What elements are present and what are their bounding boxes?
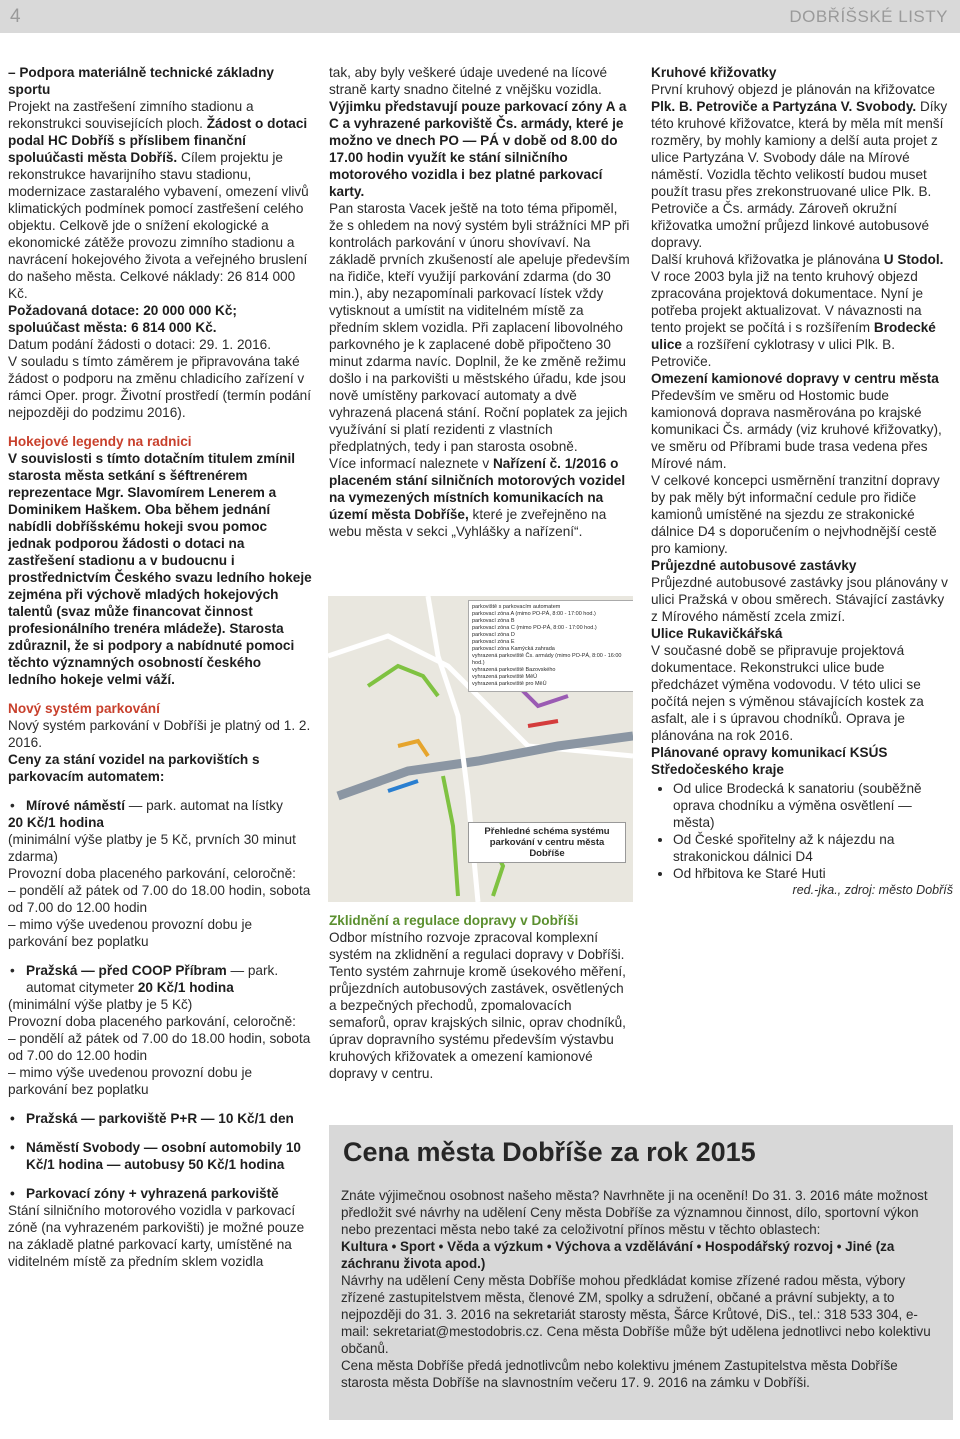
signature: red.-jka., zdroj: město Dobříš — [792, 883, 953, 897]
newspaper-title: DOBŘÍŠSKÉ LISTY — [789, 7, 948, 26]
section-heading-parking: Nový systém parkování — [8, 701, 160, 716]
paragraph: Provozní doba placeného parkování, celoročně: — [8, 866, 296, 881]
award-box — [329, 1125, 953, 1420]
page-number: 4 — [10, 6, 21, 27]
paragraph: Pan starosta Vacek ještě na toto téma připoměl, že s ohledem na nový systém byli strážníci MP při kontrolách parkování v únoru shovívaví. Na základě prvních zkušeností ale apeluje především na řidiče, kteří využijí parkování zdarma (do 30 min.), aby nezapomínali parkovací lístek vždy vytisknout a umístit na viditelném místě za předním sklem vozidla. Při zaplacení libovolného parkovného je k zaplacené době připočteno 30 minut zdarma navíc. Doplnil, že ke změně režimu došlo i na parkovišti u městského úřadu, kde jsou nově umístěny parkovací automaty a dvě vyhrazená placená stání. Roční poplatek za jejich využívání si platí rezidenti z vlastních předplatných, tedy i pan starosta osobně. — [329, 201, 630, 454]
section-heading-traffic: Zklidnění a regulace dopravy v Dobříši — [329, 913, 579, 928]
paragraph: Více informací naleznete v Nařízení č. 1/2016 o placeném stání silničních motorových vozidel na vymezených místních komunikacích na území města Dobříše, které je zveřejněno na webu města v sekci „Vyhlášky a nařízení“. — [329, 456, 626, 539]
section-heading-roundabouts: Kruhové křižovatky — [651, 65, 777, 80]
list-item: • Od hřbitova ke Staré Huti — [673, 865, 953, 882]
paragraph: Ceny za stání vozidel na parkovištích s parkovacím automatem: — [8, 752, 260, 784]
legend-item: vyhrazená parkoviště Čs. armády (mimo PO-PÁ, 8:00 - 16:00 hod.) — [472, 653, 622, 666]
paragraph: (minimální výše platby je 5 Kč) — [8, 997, 193, 1012]
paragraph: Znáte výjimečnou osobnost našeho města? Navrhněte ji na ocenění! Do 31. 3. 2016 máte možnost předložit své návrhy na udělení Ceny města Dobříše za významnou činnost, dílo, sportovní výkon nebo prezentaci města nebo také za celoživotní přínos městu v těchto oblastech: — [341, 1188, 928, 1237]
column-2 — [329, 64, 631, 540]
paragraph: V souvislosti s tímto dotačním titulem zmínil starosta města setkání s šéftrenérem reprezentace Mgr. Slavomírem Lenerem a Dominikem Haškem. Oba během jednání nabídli dobříšskému hokeji svou pomoc jednak podporou žádosti o dotaci na zastřešení stadionu a v budoucnu i prostřednictvím Českého svazu ledního hokeje zejména při výchově mladých hokejových talentů (svaz může financovat činnost profesionálního trenéra mládeže). Starosta zdůraznil, že si podpory a nabídnuté pomoci těchto významných osobností českého ledního hokeje velmi váží. — [8, 451, 312, 687]
requested-grant: Požadovaná dotace: 20 000 000 Kč; spoluúčast města: 6 814 000 Kč. — [8, 303, 237, 335]
legend-item: parkovací zóna A (mimo PO-PÁ, 8:00 - 17:00 hod.) — [472, 611, 596, 617]
paragraph: Projekt na zastřešení zimního stadionu a rekonstrukci souvisejících ploch. Žádost o dotaci podal HC Dobříš s příslibem finanční spoluúčasti města Dobříš. Cílem projektu je rekonstrukce havarijního stavu stadionu, modernizace zastaralého vybavení, omezení vlivů klimatických podmínek pomocí zastřešení celého objektu. Celkově jde o snížení ekologické a ekonomické zátěže provozu zimního stadionu a navrácení hokejového života a veřejného bruslení do našeho města. Celkové náklady: 26 814 000 Kč. — [8, 99, 309, 301]
legend-item: parkovací zóna B — [472, 618, 515, 624]
map-title: Přehledné schéma systému parkování v centru města Dobříše — [468, 822, 626, 863]
award-areas: Kultura • Sport • Věda a výzkum • Výchova a vzdělávání • Hospodářský rozvoj • Jiné (za záchranu života apod.) — [341, 1239, 895, 1271]
paragraph: (minimální výše platby je 5 Kč, prvních 30 minut zdarma) — [8, 832, 296, 864]
paragraph: – mimo výše uvedenou provozní dobu je parkování bez poplatku — [8, 1065, 253, 1097]
paragraph: Průjezdné autobusové zastávky jsou plánovány v ulici Pražská v obou směrech. Stávající zastávky z Mírového náměstí zcela zmizí. — [651, 575, 948, 624]
legend-item: vyhrazená parkoviště pro MěÚ — [472, 681, 547, 687]
parking-map — [328, 596, 633, 902]
legend-item: vyhrazená parkoviště Bazovského — [472, 667, 556, 673]
section-heading-trucks: Omezení kamionové dopravy v centru města — [651, 371, 939, 386]
map-legend — [468, 600, 633, 692]
paragraph: – mimo výše uvedenou provozní dobu je parkování bez poplatku — [8, 917, 253, 949]
paragraph: Cena města Dobříše předá jednotlivcům nebo kolektivu jménem Zastupitelstva města Dobříše starosta města Dobříše na slavnostním večeru 17. 9. 2016 na zámku v Dobříši. — [341, 1358, 898, 1390]
section-heading-hockey: Hokejové legendy na radnici — [8, 434, 192, 449]
paragraph: Další kruhová křižovatka je plánována U Stodol. V roce 2003 byla již na tento kruhový objezd zpracována projektová dokumentace. Nyní je potřeba projekt aktualizovat. V návaznosti na tento projekt se počítá i s rozšířením Brodecké ulice a rozšíření cyklotrasy v ulici Plk. B. Petroviče. — [651, 252, 944, 369]
section-heading-repairs: Plánované opravy komunikací KSÚS Středočeského kraje — [651, 745, 888, 777]
paragraph: V současné době se připravuje projektová dokumentace. Rekonstrukci ulice bude předcházet výměna vodovodu. V této ulici se počítá nejen s výměnou stávajících kostek za asfalt, ale i s úpravou chodníků. Oprava je plánována na rok 2016. — [651, 643, 924, 743]
submission-date: Datum podání žádosti o dotaci: 29. 1. 2016. — [8, 337, 271, 352]
list-item: • Pražská — před COOP Příbram — park. automat citymeter 20 Kč/1 hodina — [8, 962, 312, 996]
paragraph: Návrhy na udělení Ceny města Dobříše mohou předkládat komise zřízené radou města, výbory zřízené zastupitelstvem města, členové ZM, spolky a sdružení, občané a právní subjekty, a to nejpozději do 31. 3. 2016 na sekretariát starosty města, Šárce Krůtové, DiS., tel.: 318 533 304, e-mail: sekretariat@mestodobris.cz. Cena města Dobříše může být udělena jednotlivci nebo kolektivu občanů. — [341, 1273, 931, 1356]
column-2-lower — [329, 912, 631, 1082]
paragraph: Nový systém parkování v Dobříši je platný od 1. 2. 2016. — [8, 718, 311, 750]
column-3 — [651, 64, 953, 899]
paragraph: V souladu s tímto záměrem je připravována také žádost o podporu na změnu chladicího zařízení v rámci Oper. progr. Životní prostředí (termín podání nejpozději do podzimu 2016). — [8, 354, 311, 420]
list-item: • Mírové náměstí — park. automat na lístky — [8, 797, 312, 814]
paragraph: První kruhový objezd je plánován na křižovatce Plk. B. Petroviče a Partyzána V. Svobody. Díky této kruhové křižovatce, která by měla mít menší rozměry, by mohly kamiony a delší auta projet z ulice Partyzána V. Svobody dále na Mírové náměstí. Vozidla těchto velikostí budou muset použít trasu přes zrekonstruované ulice Plk. B. Petroviče a Čs. armády. Zároveň okružní křižovatka umožní průjezd linkové autobusové dopravy. — [651, 82, 948, 250]
paragraph: V celkové koncepci usměrnění tranzitní dopravy by pak měly být informační cedule pro řidiče kamionů umístěné na sjezdu ze strakonické dálnice D4 s doporučením o nejvhodnější cestě pro kamiony. — [651, 473, 940, 556]
paragraph: Tento systém zahrnuje kromě úsekového měření, průjezdních autobusových zastávek, osvětlených a bezpečných přechodů, zpomalovacích semaforů, oprav krajských silnic, oprav chodníků, úprav dopravního systému především výstavbu kruhových křižovatek a omezení kamionové dopravy v centru. — [329, 964, 626, 1081]
column-1 — [8, 64, 312, 1270]
legend-item: parkoviště s parkovacím automatem — [472, 604, 561, 610]
paragraph: Především ve směru od Hostomic bude kamionová doprava nasměrována po krajské komunikaci Čs. armády (viz kruhové křižovatky), ve směru od Příbrami bude trasa vedena přes Mírové nám. — [651, 388, 942, 471]
list-item: • Od ulice Brodecká k sanatoriu (souběžně oprava chodníku a výměna osvětlení — města) — [673, 780, 953, 831]
legend-item: parkovací zóna D — [472, 632, 515, 638]
paragraph: – pondělí až pátek od 7.00 do 18.00 hodin, sobota od 7.00 do 12.00 hodin — [8, 883, 311, 915]
legend-item: parkovací zóna C (mimo PO-PÁ, 8:00 - 17:00 hod.) — [472, 625, 597, 631]
list-item: • Pražská — parkoviště P+R — 10 Kč/1 den — [8, 1110, 312, 1127]
legend-item: parkovací zóna Kamýcká zahrada — [472, 646, 555, 652]
paragraph: Odbor místního rozvoje zpracoval komplexní systém na zklidnění a regulaci dopravy v Dobříši. — [329, 930, 625, 962]
section-heading-street: Ulice Rukavičkářská — [651, 626, 783, 641]
award-title: Cena města Dobříše za rok 2015 — [343, 1137, 756, 1167]
list-item: • Parkovací zóny + vyhrazená parkoviště — [8, 1185, 312, 1202]
list-item: • Náměstí Svobody — osobní automobily 10 Kč/1 hodina — autobusy 50 Kč/1 hodina — [8, 1139, 312, 1173]
paragraph: – pondělí až pátek od 7.00 do 18.00 hodin, sobota od 7.00 do 12.00 hodin — [8, 1031, 311, 1063]
section-heading-sport: – Podpora materiálně technické základny sportu — [8, 65, 274, 97]
section-heading-bus-stops: Průjezdné autobusové zastávky — [651, 558, 857, 573]
rate: 20 Kč/1 hodina — [8, 815, 104, 830]
paragraph: Stání silničního motorového vozidla v parkovací zóně (na vyhrazeném parkovišti) je možné pouze na základě platné parkovací karty, umístěné na viditelném místě za předním sklem vozidla — [8, 1203, 305, 1269]
paragraph: Provozní doba placeného parkování, celoročně: — [8, 1014, 296, 1029]
page-header — [0, 0, 960, 33]
legend-item: vyhrazená parkoviště MěÚ — [472, 674, 538, 680]
list-item: • Od České spořitelny až k nájezdu na strakonickou dálnici D4 — [673, 831, 953, 865]
award-content — [341, 1187, 945, 1391]
repairs-list — [651, 780, 953, 882]
paragraph: tak, aby byly veškeré údaje uvedené na lícové straně karty snadno čitelné z vnějšku vozidla. Výjimku představují pouze parkovací zóny A a C a vyhrazené parkoviště Čs. armády, které je možno ve dnech PO — PÁ v době od 8.00 do 17.00 hodin využít ke stání silničního motorového vozidla i bez platné parkovací karty. — [329, 65, 627, 199]
legend-item: parkovací zóna E — [472, 639, 515, 645]
